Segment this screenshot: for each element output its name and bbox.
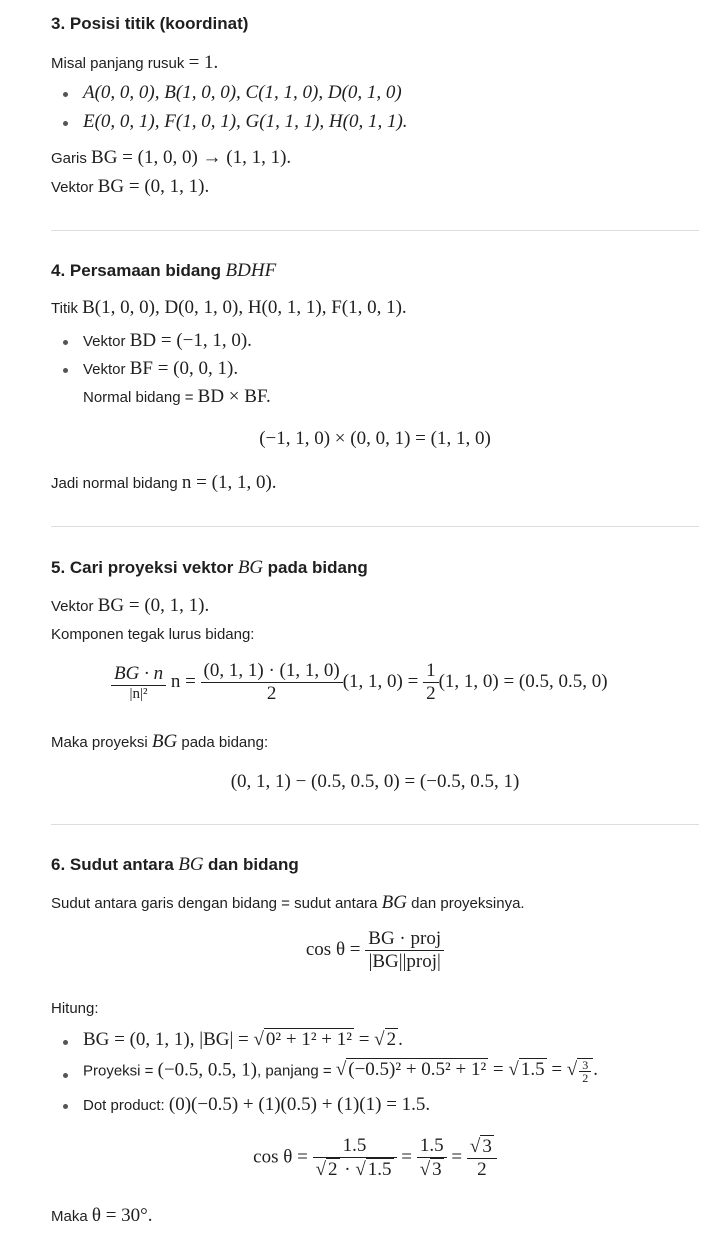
s3-garis: Garis BG = (1, 0, 0) → (1, 1, 1).: [51, 147, 292, 168]
s6-cos-result-equation: cos θ = $\frac{1.5}{√ 2 \cdot √ 1.5}$ = $\frac{1.5}{√ 3}$ = $\frac{√ 3}{2}$: [51, 1135, 699, 1181]
s6-bullet-1: BG = (0, 1, 1), |BG| = √ 0² + 1² + 1² = √ 2 .: [83, 1029, 403, 1050]
fraction: $\frac{1.5}{√ 3}$: [417, 1135, 447, 1181]
divider: [51, 526, 699, 527]
s5-maka: Maka proyeksi BG pada bidang:: [51, 731, 269, 752]
s3-bullet-2: E(0, 0, 1), F(1, 0, 1), G(1, 1, 1), H(0, 1, 1).: [83, 111, 408, 132]
s5-subtraction-equation: (0, 1, 1) − (0.5, 0.5, 0) = (−0.5, 0.5, 1): [230, 771, 520, 792]
fraction: $\frac{1.5}{√ 2 \cdot √ 1.5}$: [313, 1135, 397, 1181]
s6-bullet-3: Dot product: (0)(−0.5) + (1)(0.5) + (1)(1) = 1.5.: [83, 1094, 431, 1115]
bullet-dot: [63, 340, 68, 345]
bullet-dot: [63, 1073, 68, 1078]
fraction: $\frac{BG \cdot n}{\text{|n|²}}$: [111, 663, 166, 703]
s3-intro: Misal panjang rusuk = 1.: [51, 52, 219, 73]
s4-normal: Normal bidang = BD × BF.: [83, 386, 271, 407]
s4-titik: Titik B(1, 0, 0), D(0, 1, 0), H(0, 1, 1), F(1, 0, 1).: [51, 297, 407, 318]
section-4-title: 4. Persamaan bidang BDHF: [51, 260, 277, 281]
fraction: $\frac{\text{BG · proj}}{\text{|BG||proj|}}$: [365, 928, 444, 973]
bullet-dot: [63, 1040, 68, 1045]
s6-desc: Sudut antara garis dengan bidang = sudut antara BG dan proyeksinya.: [51, 892, 525, 913]
s3-vektor: Vektor BG = (0, 1, 1).: [51, 176, 210, 197]
s5-projection-equation: $\frac{BG \cdot n}{\text{|n|²}}$ n = $\frac{(0, 1, 1) \cdot (1, 1, 0)}{2}$ (1, 1, 0) = $\frac{1}{2}$ (1, 1, 0) = (0.5, 0.5, 0): [111, 660, 608, 705]
fraction: $\frac{1}{2}$: [423, 660, 439, 705]
s6-bullet-2: Proyeksi = (−0.5, 0.5, 1), panjang = √ (−0.5)² + 0.5² + 1² = √ 1.5 = √ $\frac{3}{2}$ .: [83, 1058, 598, 1085]
s5-komponen: Komponen tegak lurus bidang:: [51, 626, 255, 643]
divider: [51, 230, 699, 231]
s6-cos-formula: cos θ = $\frac{\text{BG · proj}}{\text{|BG||proj|}}$: [51, 928, 699, 973]
bullet-dot: [63, 92, 68, 97]
s4-cross-product-equation: (−1, 1, 0) × (0, 0, 1) = (1, 1, 0): [259, 428, 491, 449]
bullet-dot: [63, 121, 68, 126]
s3-bullet-1: A(0, 0, 0), B(1, 0, 0), C(1, 1, 0), D(0, 1, 0): [83, 82, 402, 103]
section-6-title: 6. Sudut antara BG dan bidang: [51, 854, 299, 875]
s6-maka: Maka θ = 30°.: [51, 1205, 153, 1226]
bullet-dot: [63, 368, 68, 373]
section-3-title: 3. Posisi titik (koordinat): [51, 14, 249, 33]
fraction: $\frac{√ 3}{2}$: [467, 1135, 497, 1181]
s5-vektor: Vektor BG = (0, 1, 1).: [51, 595, 210, 616]
divider: [51, 824, 699, 825]
fraction: $\frac{(0, 1, 1) \cdot (1, 1, 0)}{2}$: [201, 660, 343, 705]
s4-bullet-2: Vektor BF = (0, 0, 1).: [83, 358, 239, 379]
s6-hitung: Hitung:: [51, 1000, 99, 1017]
s4-bullet-1: Vektor BD = (−1, 1, 0).: [83, 330, 252, 351]
fraction: $\frac{3}{2}$: [577, 1058, 593, 1084]
s4-jadi: Jadi normal bidang n = (1, 1, 0).: [51, 472, 277, 493]
bullet-dot: [63, 1104, 68, 1109]
section-5-title: 5. Cari proyeksi vektor BG pada bidang: [51, 557, 368, 578]
